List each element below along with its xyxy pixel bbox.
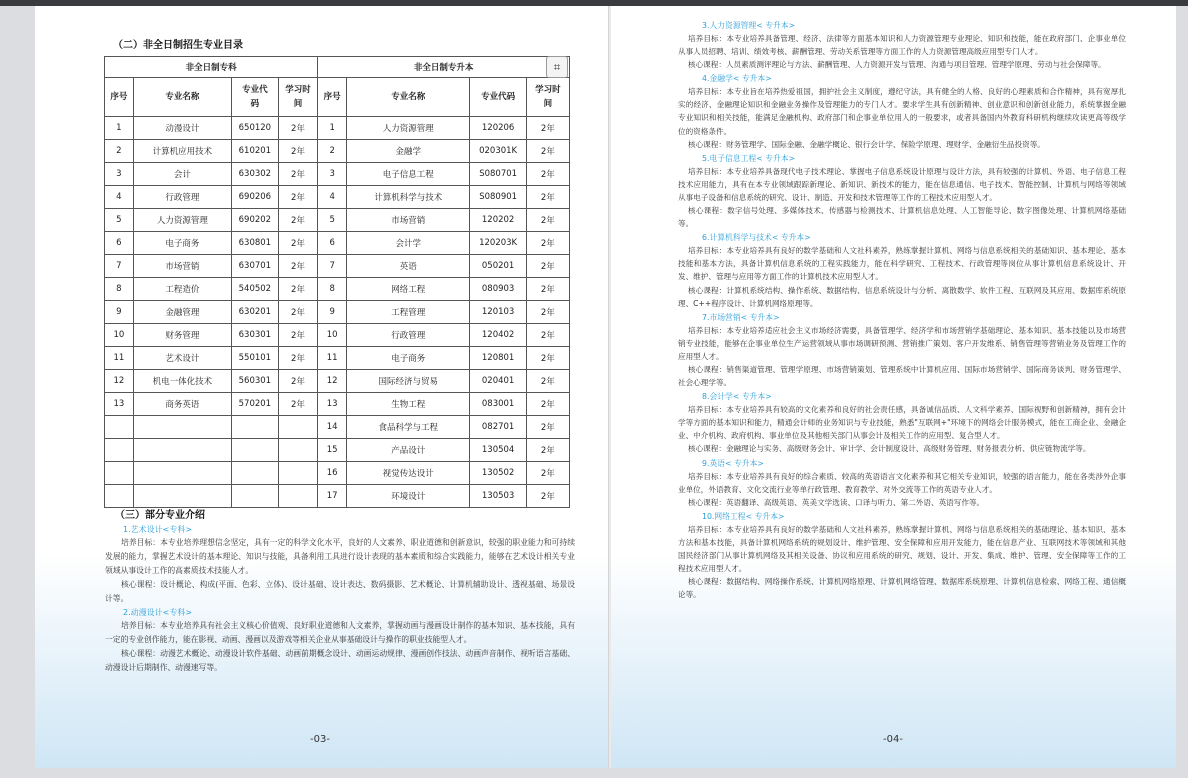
table-cell: 2年: [278, 393, 318, 416]
core-courses-text: 核心课程：销售渠道管理、管理学原理、市场营销策划、管理系统中计算机应用、国际市场营销学、国际商务谈判、财务管理学、社会心理学等。: [678, 364, 1126, 388]
table-cell: 9: [105, 301, 134, 324]
table-cell: 10: [318, 324, 347, 347]
table-row: [105, 278, 570, 301]
table-cell: S080901: [470, 186, 526, 209]
table-cell: 4: [318, 186, 347, 209]
table-cell: 人力资源管理: [133, 209, 231, 232]
table-cell: 金融管理: [133, 301, 231, 324]
table-cell: [133, 462, 231, 485]
table-cell: [278, 485, 318, 508]
page-number: -03-: [310, 734, 330, 745]
table-cell: 生物工程: [347, 393, 470, 416]
major-heading: 4.金融学< 专升本>: [702, 74, 772, 84]
table-cell: 020401: [470, 370, 526, 393]
table-cell: 2: [318, 140, 347, 163]
table-cell: 电子信息工程: [347, 163, 470, 186]
table-cell: 2年: [278, 209, 318, 232]
training-goal-text: 培养目标：本专业培养适应社会主义市场经济需要，具备管理学、经济学和市场营销学基础理论、基本知识、基本技能以及市场营销专业技能，能够在企事业单位生产运营领域从事市场调研预测、营销推广策划、客户开发维系、销售管理等营销业务及管理工作的应用型人才。: [678, 325, 1126, 361]
table-cell: 机电一体化技术: [133, 370, 231, 393]
table-cell: [133, 416, 231, 439]
table-cell: 英语: [347, 255, 470, 278]
table-cell: 2年: [278, 301, 318, 324]
table-cell: 2年: [278, 140, 318, 163]
table-cell: 商务英语: [133, 393, 231, 416]
column-header-row: [105, 78, 570, 117]
table-cell: 5: [105, 209, 134, 232]
table-cell: 网络工程: [347, 278, 470, 301]
major-heading: 5.电子信息工程< 专升本>: [702, 153, 796, 163]
table-cell: 8: [105, 278, 134, 301]
table-cell: 120202: [470, 209, 526, 232]
table-row: [105, 186, 570, 209]
page-right: [611, 6, 1176, 768]
major-heading: 3.人力资源管理< 专升本>: [702, 21, 796, 30]
column-header: 专业名称: [347, 78, 470, 117]
table-cell: 560301: [232, 370, 279, 393]
column-header: 序号: [318, 78, 347, 117]
table-cell: 550101: [232, 347, 279, 370]
core-courses-text: 核心课程：计算机系统结构、操作系统、数据结构、信息系统设计与分析、离散数学、软件工程、互联网及其应用、数据库系统原理、C++程序设计、计算机网络原理等。: [678, 285, 1126, 308]
table-cell: 2年: [526, 232, 569, 255]
table-cell: 10: [105, 324, 134, 347]
table-cell: [278, 416, 318, 439]
table-cell: 2年: [526, 462, 569, 485]
expand-icon[interactable]: ⌗: [546, 56, 568, 78]
table-cell: 050201: [470, 255, 526, 278]
table-row: [105, 301, 570, 324]
core-courses-text: 核心课程：数据结构、网络操作系统、计算机网络原理、计算机网络管理、数据库系统原理、计算机信息检索、网络工程、通信概论等。: [678, 577, 1126, 600]
table-cell: 2年: [278, 347, 318, 370]
table-cell: 5: [318, 209, 347, 232]
table-cell: 2年: [526, 209, 569, 232]
table-row: [105, 324, 570, 347]
table-cell: 工程管理: [347, 301, 470, 324]
intro-list-right: [678, 18, 1126, 601]
table-cell: 17: [318, 485, 347, 508]
training-goal-text: 培养目标：本专业培养具备现代电子技术理论、掌握电子信息系统设计原理与设计方法，具有较强的计算机、外语、电子信息工程技术应用能力，具有在本专业领域跟踪新理论、新知识、新技术的能力，能在信息通信、电子技术、智能控制、计算机与网络等领域从事电子设备和信息系统的研究、设计、制造、开发和技术管理等工作的工程技术应用型人才。: [678, 166, 1126, 202]
training-goal-text: 培养目标：本专业培养具有社会主义核心价值观、良好职业道德和人文素养，掌握动画与漫画设计制作的基本知识、基本技能，具有一定的专业创作能力，能在影视、动画、漫画以及游戏等相关企业从事基础设计与操作的职业技能型人才。: [105, 621, 575, 644]
training-goal-text: 培养目标：本专业培养理想信念坚定，具有一定的科学文化水平，良好的人文素养、职业道德和创新意识，较强的职业能力和可持续发展的能力，掌握艺术设计的基本理论、知识与技能，具备利用工具进行设计表现的基本素质和综合实践能力，能够在艺术设计相关专业领域从事设计工作的高素质技术技能人才。: [105, 538, 575, 575]
table-cell: 2年: [278, 324, 318, 347]
table-cell: 080903: [470, 278, 526, 301]
table-cell: 2年: [278, 117, 318, 140]
table-cell: 金融学: [347, 140, 470, 163]
table-cell: 电子商务: [347, 347, 470, 370]
table-cell: 2年: [278, 255, 318, 278]
table-cell: 3: [318, 163, 347, 186]
table-cell: 产品设计: [347, 439, 470, 462]
table-cell: 130504: [470, 439, 526, 462]
catalog-body: [105, 117, 570, 508]
table-cell: 8: [318, 278, 347, 301]
table-cell: 120206: [470, 117, 526, 140]
table-cell: 2年: [278, 278, 318, 301]
table-cell: 环境设计: [347, 485, 470, 508]
table-cell: 2年: [526, 416, 569, 439]
core-courses-text: 核心课程：动漫艺术概论、动漫设计软件基础、动画前期概念设计、动画运动规律、漫画创作技法、动画声音制作、视听语言基础、动漫设计后期制作、动漫速写等。: [105, 649, 575, 672]
table-cell: 动漫设计: [133, 117, 231, 140]
table-cell: [232, 439, 279, 462]
table-cell: 工程造价: [133, 278, 231, 301]
table-cell: 610201: [232, 140, 279, 163]
table-row: [105, 439, 570, 462]
table-row: [105, 232, 570, 255]
table-cell: 6: [105, 232, 134, 255]
table-cell: S080701: [470, 163, 526, 186]
major-heading: 1.艺术设计<专科>: [123, 525, 193, 534]
table-cell: [105, 462, 134, 485]
table-cell: 艺术设计: [133, 347, 231, 370]
table-cell: 690202: [232, 209, 279, 232]
table-cell: [105, 485, 134, 508]
table-cell: 630801: [232, 232, 279, 255]
table-cell: 2: [105, 140, 134, 163]
table-cell: 540502: [232, 278, 279, 301]
table-cell: 1: [318, 117, 347, 140]
major-heading: 8.会计学< 专升本>: [702, 392, 772, 402]
table-cell: 2年: [526, 186, 569, 209]
table-row: [105, 140, 570, 163]
table-cell: 630301: [232, 324, 279, 347]
table-cell: 财务管理: [133, 324, 231, 347]
table-cell: 人力资源管理: [347, 117, 470, 140]
column-header: 序号: [105, 78, 134, 117]
page-left: [35, 6, 610, 768]
table-row: [105, 347, 570, 370]
major-heading: 6.计算机科学与技术< 专升本>: [702, 233, 811, 243]
intro-list-left: [105, 524, 575, 675]
table-cell: 570201: [232, 393, 279, 416]
table-cell: [232, 485, 279, 508]
table-row: [105, 255, 570, 278]
table-cell: 650120: [232, 117, 279, 140]
table-cell: 2年: [278, 232, 318, 255]
table-cell: 630201: [232, 301, 279, 324]
table-cell: 120801: [470, 347, 526, 370]
table-cell: 2年: [526, 370, 569, 393]
table-cell: [105, 416, 134, 439]
table-cell: 2年: [526, 485, 569, 508]
column-header: 专业代码: [470, 78, 526, 117]
table-cell: 2年: [526, 324, 569, 347]
table-cell: 082701: [470, 416, 526, 439]
table-cell: 15: [318, 439, 347, 462]
page-number: -04-: [883, 734, 903, 745]
table-cell: 12: [105, 370, 134, 393]
table-cell: 11: [105, 347, 134, 370]
core-courses-text: 核心课程：人员素质测评理论与方法、薪酬管理、人力资源开发与管理、沟通与项目管理、管理学原理、劳动与社会保障等。: [688, 60, 1106, 70]
table-cell: 11: [318, 347, 347, 370]
table-cell: 16: [318, 462, 347, 485]
table-cell: 6: [318, 232, 347, 255]
training-goal-text: 培养目标：本专业旨在培养热爱祖国，拥护社会主义制度，遵纪守法，具有健全的人格、良好的心理素质和合作精神，具有宽厚扎实的经济、金融理论知识和金融业务操作及管理能力的专门人才。要求学生具有创新精神、创业意识和创新创业能力，系统掌握金融专业知识和相关技能，能满足金融机构、政府部门和企事业单位用人的一般要求，或者具备国内外教育科研机构继续攻读更高等级学位的资格条件。: [678, 87, 1126, 136]
table-row: [105, 416, 570, 439]
table-cell: 市场营销: [347, 209, 470, 232]
table-cell: 13: [105, 393, 134, 416]
table-cell: 120402: [470, 324, 526, 347]
core-courses-text: 核心课程：金融理论与实务、高级财务会计、审计学、会计制度设计、高级财务管理、财务报表分析、供应链物流学等。: [688, 444, 1091, 454]
training-goal-text: 培养目标：本专业培养具有良好的数学基础和人文社科素养，熟练掌握计算机、网络与信息系统相关的基础理论、基本知识、基本方法和基本技能，具备计算机网络系统的规划设计、维护管理、安全保障和应用开发能力，能在信息产业、互联网技术等领域和其他国民经济部门从事计算机网络及其相关设备、协议和应用系统的研究、规划、设计、开发、集成、维护、管理、安全保障等工作的工程技术应用型人才。: [678, 524, 1126, 574]
table-cell: 4: [105, 186, 134, 209]
table-cell: 2年: [278, 370, 318, 393]
table-cell: 7: [105, 255, 134, 278]
table-cell: [278, 462, 318, 485]
table-cell: 13: [318, 393, 347, 416]
major-heading: 2.动漫设计<专科>: [123, 608, 193, 617]
table-cell: 630701: [232, 255, 279, 278]
table-cell: 市场营销: [133, 255, 231, 278]
intro-section-title: （三）部分专业介绍: [115, 510, 205, 521]
table-cell: 行政管理: [133, 186, 231, 209]
core-courses-text: 核心课程：财务管理学、国际金融、金融学概论、银行会计学、保险学原理、理财学、金融衍生品投资等。: [688, 139, 1045, 149]
table-cell: 3: [105, 163, 134, 186]
table-row: [105, 209, 570, 232]
major-heading: 10.网络工程< 专升本>: [702, 511, 785, 521]
table-cell: 630302: [232, 163, 279, 186]
group-header-left: 非全日制专科: [105, 57, 318, 78]
table-cell: 2年: [526, 117, 569, 140]
training-goal-text: 培养目标：本专业培养具备管理、经济、法律等方面基本知识和人力资源管理专业理论、知识和技能，能在政府部门、企事业单位从事人员招聘、培训、绩效考核、薪酬管理、劳动关系管理等方面工作的人力资源管理高级应用型专门人才。: [678, 34, 1126, 57]
column-header: 学习时间: [278, 78, 318, 117]
table-cell: 120103: [470, 301, 526, 324]
table-cell: 12: [318, 370, 347, 393]
table-cell: 14: [318, 416, 347, 439]
table-row: [105, 485, 570, 508]
table-cell: 020301K: [470, 140, 526, 163]
table-cell: 会计学: [347, 232, 470, 255]
catalog-section-title: （二）非全日制招生专业目录: [113, 40, 243, 51]
table-cell: 行政管理: [347, 324, 470, 347]
table-cell: 083001: [470, 393, 526, 416]
table-cell: 2年: [526, 439, 569, 462]
core-courses-text: 核心课程：英语翻译、高级英语、英美文学选读、口译与听力、第二外语、英语写作等。: [688, 497, 985, 507]
table-cell: 2年: [526, 393, 569, 416]
core-courses-text: 核心课程：设计概论、构成(平面、色彩、立体)、设计基础、设计表达、数码摄影、艺术概论、计算机辅助设计、透视基础、场景设计等。: [105, 580, 575, 603]
table-cell: 计算机科学与技术: [347, 186, 470, 209]
core-courses-text: 核心课程：数字信号处理、多媒体技术、传感器与检测技术、计算机信息处理、人工智能导论、数字图像处理、计算机网络基础等。: [678, 206, 1126, 229]
table-cell: [232, 416, 279, 439]
table-cell: 视觉传达设计: [347, 462, 470, 485]
table-cell: 2年: [278, 163, 318, 186]
table-cell: 计算机应用技术: [133, 140, 231, 163]
table-cell: 690206: [232, 186, 279, 209]
table-cell: 130502: [470, 462, 526, 485]
table-cell: 130503: [470, 485, 526, 508]
table-row: [105, 462, 570, 485]
table-cell: 2年: [278, 186, 318, 209]
table-cell: 2年: [526, 163, 569, 186]
table-cell: 2年: [526, 301, 569, 324]
training-goal-text: 培养目标：本专业培养具有良好的综合素质、较高的英语语言文化素养和其它相关专业知识，较强的语言能力，能在各类涉外企事业单位，外语教育、文化交流行业等单行政管理、教育教学、对外交流等工作的英语专业人才。: [678, 471, 1126, 494]
table-cell: 1: [105, 117, 134, 140]
column-header: 专业名称: [133, 78, 231, 117]
training-goal-text: 培养目标：本专业培养具有良好的数学基础和人文社科素养，熟练掌握计算机、网络与信息系统相关的基础知识、基本理论、基本技能和基本方法，具备计算机信息系统的工程实践能力，能在科学研究、工程技术、行政管理等岗位从事计算机信息系统设计、开发、维护、管理与应用等方面工作的计算机技术应用型人才。: [678, 246, 1126, 282]
major-heading: 7.市场营销< 专升本>: [702, 312, 780, 322]
table-cell: 2年: [526, 255, 569, 278]
table-cell: 食品科学与工程: [347, 416, 470, 439]
major-heading: 9.英语< 专升本>: [702, 458, 764, 468]
training-goal-text: 培养目标：本专业培养具有较高的文化素养和良好的社会责任感，具备诚信品质、人文科学素养、国际视野和创新精神，拥有会计学等方面的基本知识和能力，精通会计师的业务知识与专业技能，熟悉"互联网+"环境下的网络会计服务模式，能在工商企业、金融企业、中介机构、政府机构、事业单位及其他相关部门从事会计及相关工作的应用型、复合型人才。: [678, 405, 1126, 441]
table-cell: [278, 439, 318, 462]
table-row: [105, 393, 570, 416]
table-row: [105, 370, 570, 393]
table-cell: [232, 462, 279, 485]
column-header: 专业代码: [232, 78, 279, 117]
table-row: [105, 163, 570, 186]
table-cell: [105, 439, 134, 462]
catalog-table: [104, 56, 570, 508]
table-cell: 7: [318, 255, 347, 278]
table-cell: 国际经济与贸易: [347, 370, 470, 393]
table-cell: 2年: [526, 140, 569, 163]
table-cell: 2年: [526, 347, 569, 370]
column-header: 学习时间: [526, 78, 569, 117]
table-cell: [133, 439, 231, 462]
group-header-right: 非全日制专升本: [318, 57, 570, 78]
table-cell: 2年: [526, 278, 569, 301]
table-row: [105, 117, 570, 140]
table-cell: 120203K: [470, 232, 526, 255]
table-cell: 电子商务: [133, 232, 231, 255]
table-cell: 会计: [133, 163, 231, 186]
intro-section-left: [105, 506, 575, 675]
table-cell: 9: [318, 301, 347, 324]
table-cell: [133, 485, 231, 508]
